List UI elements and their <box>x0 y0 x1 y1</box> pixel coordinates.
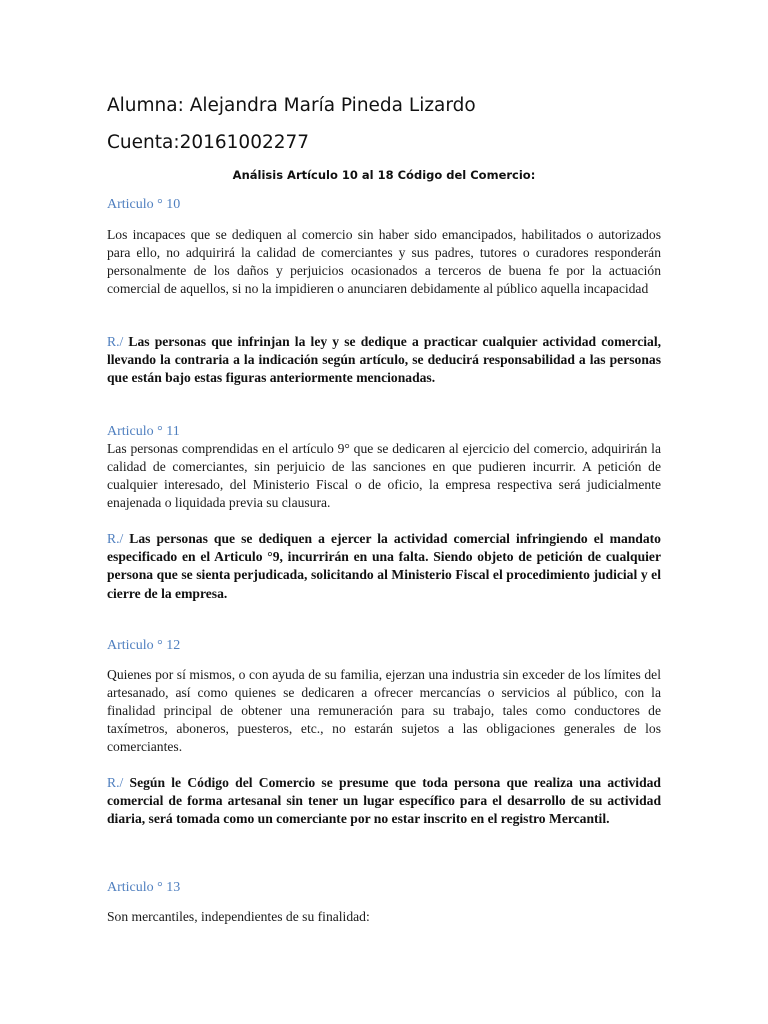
article-11-text: Las personas comprendidas en el artículo 9° que se dedicaren al ejercicio del comercio, adquirirán la calidad de comerciantes, sin perjuicio de las sanciones en que pudieren incurrir. A petición de cualquier interesado, del Ministerio Fiscal o de oficio, la empresa respectiva será judicialmente enajenada o liquidada previa su clausura. <box>107 441 661 511</box>
article-11-answer-text: Las personas que se dediquen a ejercer la actividad comercial infringiendo el mandato especificado en el Articulo °9, incurrirán en una falta. Siendo objeto de petición de cualquier persona que se sienta perjudicada, solicitando al Ministerio Fiscal el procedimiento judicial y el cierre de la empresa. <box>107 531 661 601</box>
article-13-text: Son mercantiles, independientes de su finalidad: <box>107 909 370 924</box>
article-13-heading: Articulo ° 13 <box>107 880 181 895</box>
article-10-text: Los incapaces que se dediquen al comercio sin haber sido emancipados, habilitados o autorizados para ello, no adquirirá la calidad de comerciantes y sus padres, tutores o curadores responderán personalmente de los daños y perjuicios ocasionados a terceros de buena fe por la actuación comercial de aquellos, si no la impidieren o anunciaren debidamente al público aquella incapacidad <box>107 227 661 297</box>
article-11-heading: Articulo ° 11 <box>107 424 180 439</box>
article-12-heading: Articulo ° 12 <box>107 638 181 653</box>
student-name: Alumna: Alejandra María Pineda Lizardo <box>107 95 476 116</box>
account-number: Cuenta:20161002277 <box>107 132 310 153</box>
article-10-answer-text: Las personas que infrinjan la ley y se dedique a practicar cualquier actividad comercial, llevando la contraria a la indicación según artículo, se deducirá responsabilidad a las personas que están bajo estas figuras anteriormente mencionadas. <box>107 334 661 386</box>
article-11-answer <box>107 530 661 603</box>
answer-prefix: R./ <box>107 531 124 546</box>
article-12-text: Quienes por sí mismos, o con ayuda de su familia, ejerzan una industria sin exceder de los límites del artesanado, así como quienes se dedicaren a ofrecer mercancías o servicios al público, con la finalidad principal de obtener una remuneración para su trabajo, tales como conductores de taxímetros, aboneros, puesteros, etc., no estarán sujetos a las obligaciones generales de los comerciantes. <box>107 667 661 755</box>
answer-prefix: R./ <box>107 775 124 790</box>
article-12-answer <box>107 774 661 829</box>
article-12-answer-text: Según le Código del Comercio se presume que toda persona que realiza una actividad comercial de forma artesanal sin tener un lugar específico para el desarrollo de su actividad diaria, será tomada como un comerciante por no estar inscrito en el registro Mercantil. <box>107 775 661 827</box>
article-10-answer <box>107 333 661 388</box>
answer-prefix: R./ <box>107 334 124 349</box>
document-subtitle: Análisis Artículo 10 al 18 Código del Comercio: <box>232 168 536 182</box>
article-10-heading: Articulo ° 10 <box>107 197 181 212</box>
